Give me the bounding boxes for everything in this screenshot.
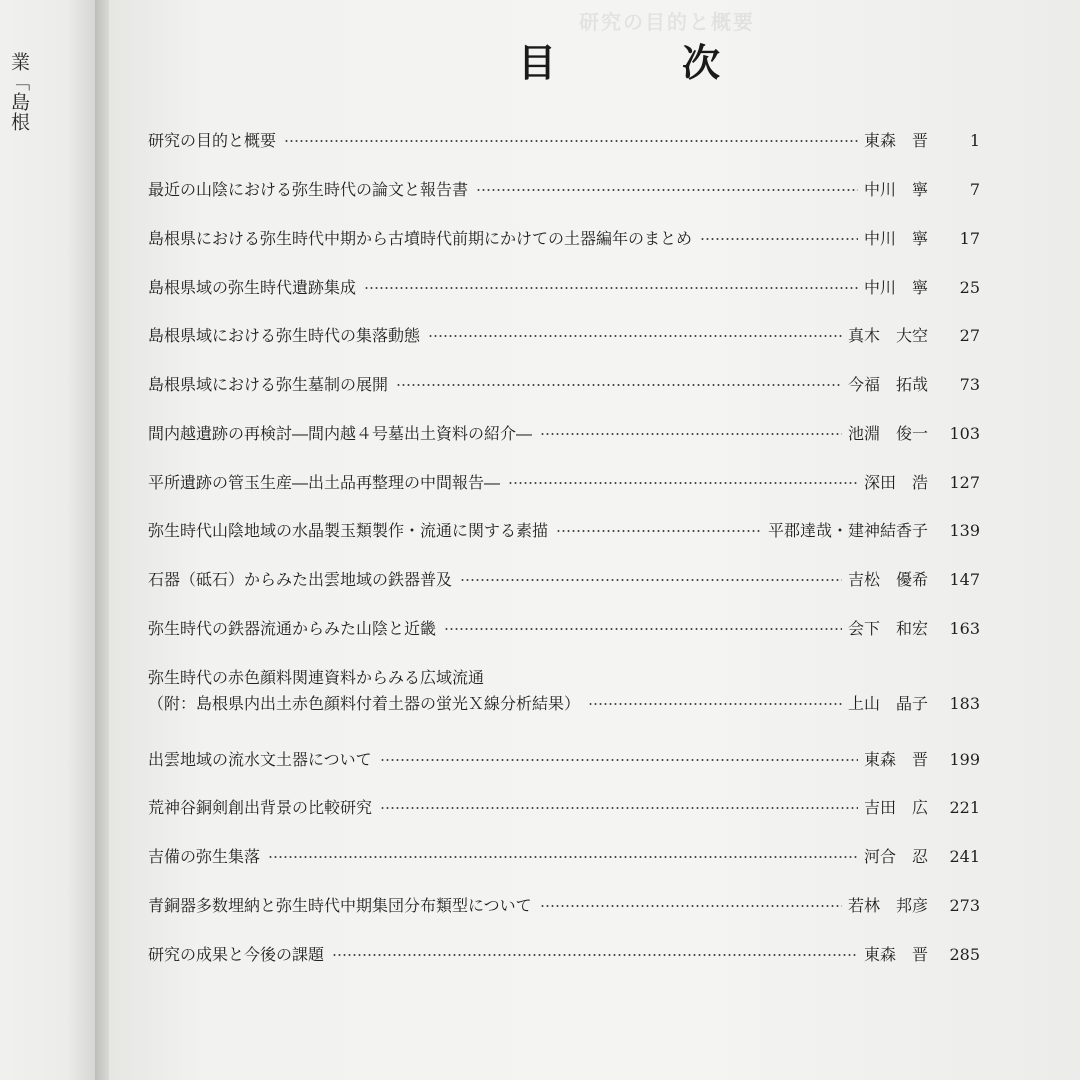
toc-entry-row <box>148 691 980 717</box>
toc-entry-title: 島根県域の弥生時代遺跡集成 <box>148 278 357 297</box>
toc-entry-row <box>148 567 980 593</box>
left-page <box>0 0 95 1080</box>
toc-entry-author: 会下 和宏 <box>847 619 928 638</box>
toc-entry-row <box>148 372 980 398</box>
toc-entry <box>148 226 980 252</box>
toc-entry-author: 池淵 俊一 <box>847 424 928 443</box>
toc-entry-title: 島根県域における弥生墓制の展開 <box>148 375 389 394</box>
toc-entry <box>148 942 980 968</box>
toc-entry-page: 127 <box>949 473 980 492</box>
toc-entry-page: 147 <box>949 570 980 589</box>
toc-entry-page: 25 <box>959 278 980 297</box>
toc-entry-page: 139 <box>949 521 980 540</box>
toc-entry <box>148 518 980 544</box>
toc-entry <box>148 747 980 773</box>
toc-entry-page: 241 <box>949 847 980 866</box>
toc-entry-title: （附：島根県内出土赤色顔料付着土器の蛍光Ｘ線分析結果） <box>148 694 581 713</box>
toc-entry <box>148 470 980 496</box>
toc-entry-page: 285 <box>949 945 980 964</box>
toc-entry-title: 最近の山陰における弥生時代の論文と報告書 <box>148 180 469 199</box>
toc-entry-row <box>148 893 980 919</box>
toc-entry-page: 103 <box>949 424 980 443</box>
toc-entry-author: 河合 忍 <box>863 847 928 866</box>
toc-entry <box>148 372 980 398</box>
toc-entry <box>148 275 980 301</box>
toc-entry-author: 吉松 優希 <box>847 570 928 589</box>
toc-entry-page: 163 <box>949 619 980 638</box>
page-title: 目 次 <box>518 40 765 85</box>
toc-entry <box>148 844 980 870</box>
toc-entry-author: 平郡達哉・建神結香子 <box>767 521 928 540</box>
dot-leader <box>540 426 842 442</box>
toc-entry-author: 真木 大空 <box>847 326 928 345</box>
dot-leader <box>700 231 858 247</box>
toc-entry-author: 東森 晋 <box>863 945 928 964</box>
toc-entry-author: 若林 邦彦 <box>847 896 928 915</box>
toc-entry-row <box>148 470 980 496</box>
toc-entry <box>148 616 980 642</box>
toc-entry-title: 弥生時代の鉄器流通からみた山陰と近畿 <box>148 619 437 638</box>
toc-entry-author: 吉田 広 <box>863 798 928 817</box>
toc-entry-row <box>148 795 980 821</box>
dot-leader <box>380 752 858 768</box>
toc-entry-title: 研究の目的と概要 <box>148 131 277 150</box>
dot-leader <box>444 621 842 637</box>
toc-entry-row <box>148 275 980 301</box>
toc-entry-row <box>148 421 980 447</box>
toc-entry-title: 研究の成果と今後の課題 <box>148 945 325 964</box>
toc-entry-page: 199 <box>949 750 980 769</box>
dot-leader <box>540 898 842 914</box>
bleed-through-text: 研究の目的と概要 <box>579 10 755 34</box>
toc-entry-page: 27 <box>959 326 980 345</box>
dot-leader <box>332 947 858 963</box>
dot-leader <box>460 572 842 588</box>
toc-entry-page: 183 <box>949 694 980 713</box>
toc-entry <box>148 177 980 203</box>
toc-entry-title: 平所遺跡の管玉生産―出土品再整理の中間報告― <box>148 473 501 492</box>
book-gutter <box>95 0 109 1080</box>
toc-entry <box>148 665 980 717</box>
dot-leader <box>380 800 858 816</box>
toc-entry-title: 荒神谷銅剣創出背景の比較研究 <box>148 798 373 817</box>
toc-entry-row <box>148 177 980 203</box>
dot-leader <box>588 696 842 712</box>
dot-leader <box>284 133 858 149</box>
toc-entry-title: 島根県における弥生時代中期から古墳時代前期にかけての土器編年のまとめ <box>148 229 693 248</box>
toc-entry-author: 中川 寧 <box>863 180 928 199</box>
toc-entry <box>148 421 980 447</box>
toc-entry-row <box>148 226 980 252</box>
toc-entry-author: 今福 拓哉 <box>847 375 928 394</box>
toc-entry-title: 間内越遺跡の再検討―間内越４号墓出土資料の紹介― <box>148 424 533 443</box>
toc-entry-title: 吉備の弥生集落 <box>148 847 261 866</box>
toc-entry-author: 深田 浩 <box>863 473 928 492</box>
left-page-text: 業「島根 <box>8 52 30 132</box>
toc-entry-row <box>148 323 980 349</box>
toc-entry-title: 石器（砥石）からみた出雲地域の鉄器普及 <box>148 570 453 589</box>
toc-entry-title: 弥生時代山陰地域の水晶製玉類製作・流通に関する素描 <box>148 521 549 540</box>
dot-leader <box>268 849 858 865</box>
toc-entry-page: 7 <box>969 180 980 199</box>
toc-entry-author: 上山 晶子 <box>847 694 928 713</box>
toc-entry-author: 中川 寧 <box>863 229 928 248</box>
dot-leader <box>428 328 842 344</box>
toc-entry <box>148 567 980 593</box>
dot-leader <box>364 280 858 296</box>
toc-entry <box>148 795 980 821</box>
toc-entry <box>148 893 980 919</box>
toc-entry-author: 東森 晋 <box>863 750 928 769</box>
toc-entry-row <box>148 616 980 642</box>
dot-leader <box>396 377 842 393</box>
dot-leader <box>476 182 858 198</box>
toc-entry-author: 中川 寧 <box>863 278 928 297</box>
toc-entry <box>148 323 980 349</box>
toc-entry-title: 島根県域における弥生時代の集落動態 <box>148 326 421 345</box>
toc-entry-title-line: 弥生時代の赤色顔料関連資料からみる広域流通 <box>148 668 485 687</box>
toc-entry-row <box>148 844 980 870</box>
toc-entry <box>148 128 980 154</box>
toc-entry-page: 73 <box>959 375 980 394</box>
dot-leader <box>556 523 762 539</box>
toc-entry-author: 東森 晋 <box>863 131 928 150</box>
dot-leader <box>508 475 858 491</box>
toc-entry-page: 221 <box>949 798 980 817</box>
toc-entry-page: 273 <box>949 896 980 915</box>
toc-entry-row <box>148 747 980 773</box>
toc-entry-page: 17 <box>959 229 980 248</box>
toc-entry-row <box>148 518 980 544</box>
toc-entry-row <box>148 128 980 154</box>
toc-entry-row <box>148 942 980 968</box>
toc-entry-title: 出雲地域の流水文土器について <box>148 750 372 769</box>
toc-entry-page: 1 <box>969 131 980 150</box>
toc-entry-title: 青銅器多数埋納と弥生時代中期集団分布類型について <box>148 896 532 915</box>
